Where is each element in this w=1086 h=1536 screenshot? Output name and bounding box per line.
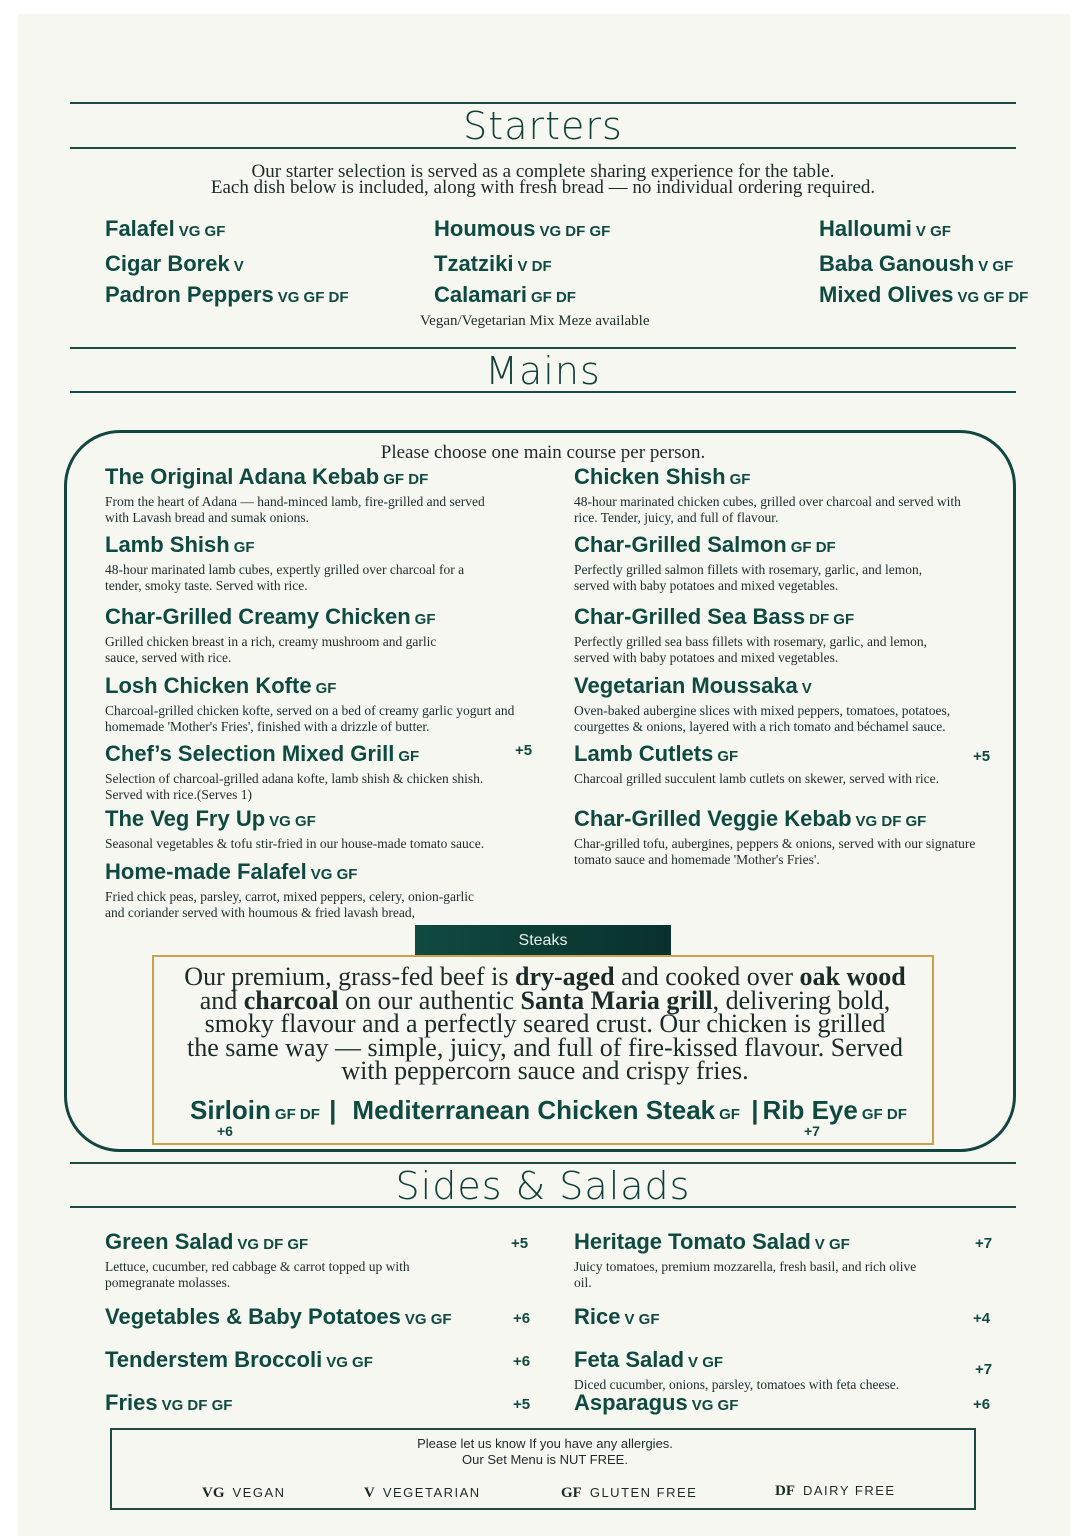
steaks-line: smoky flavour and a perfectly seared crust. Our chicken is grilled xyxy=(204,1009,886,1038)
dish-description: Char-grilled tofu, aubergines, peppers & onions, served with our signature tomato sauce and homemade 'Mother's Fries'. xyxy=(574,836,976,867)
dish-description: Seasonal vegetables & tofu stir-fried in our house-made tomato sauce. xyxy=(105,836,485,851)
meze-note: Vegan/Vegetarian Mix Meze available xyxy=(420,313,650,329)
dish-title xyxy=(105,860,545,887)
diet-tags: VG GF DF xyxy=(277,289,349,306)
main-dish xyxy=(574,605,1014,666)
dish-title xyxy=(574,1348,1014,1375)
dish-title xyxy=(574,533,1014,560)
price: +6 xyxy=(513,1353,531,1370)
side-dish xyxy=(105,1305,545,1332)
dish-name: Lamb Shish xyxy=(105,532,230,557)
side-dish xyxy=(574,1348,1014,1393)
dish-title xyxy=(574,674,1014,701)
dish-name: The Original Adana Kebab xyxy=(105,464,380,489)
diet-tags: GF xyxy=(315,680,337,697)
dish-title xyxy=(574,807,1014,834)
starters-intro xyxy=(0,161,1086,198)
diet-tags: GF DF xyxy=(530,289,576,306)
dish-description: Perfectly grilled sea bass fillets with rosemary, garlic, and lemon, served with baby potatoes and mixed vegetables. xyxy=(574,634,928,665)
diet-tags: GF xyxy=(717,748,739,765)
dish-title xyxy=(105,807,545,834)
divider xyxy=(70,147,1016,149)
dish-title xyxy=(574,1230,1014,1257)
dish-title xyxy=(574,465,1014,492)
main-dish xyxy=(105,742,545,803)
dish-name: Lamb Cutlets xyxy=(574,741,714,766)
dish-description: Diced cucumber, onions, parsley, tomatoes with feta cheese. xyxy=(574,1377,900,1392)
dish-description: Lettuce, cucumber, red cabbage & carrot topped up with pomegranate molasses. xyxy=(105,1259,410,1290)
diet-tags: VG DF GF xyxy=(539,223,611,240)
starter-item xyxy=(105,216,225,242)
side-dish xyxy=(574,1230,1014,1291)
diet-tags: V GF xyxy=(978,258,1014,275)
dish-name: Char-Grilled Veggie Kebab xyxy=(574,806,852,831)
diet-tags: V GF xyxy=(624,1311,660,1328)
starters-intro-line: Each dish below is included, along with fresh bread — no individual ordering required. xyxy=(210,177,876,198)
dish-title xyxy=(105,1305,545,1332)
dish-title xyxy=(105,742,545,769)
starter-name: Cigar Borek xyxy=(105,251,230,276)
steaks-line: the same way — simple, juicy, and full of fire-kissed flavour. Served xyxy=(186,1032,903,1062)
steaks-box xyxy=(152,955,934,1145)
dish-name: Fries xyxy=(105,1390,158,1415)
dish-description: Charcoal grilled succulent lamb cutlets on skewer, served with rice. xyxy=(574,771,939,786)
diet-label: GLUTEN FREE xyxy=(589,1485,698,1500)
text: on our authentic xyxy=(338,985,521,1015)
diet-key xyxy=(775,1483,896,1500)
dish-name: The Veg Fry Up xyxy=(105,806,266,831)
dish-name: Feta Salad xyxy=(574,1347,685,1372)
dish-title xyxy=(574,1391,1014,1418)
diet-tags: VG GF xyxy=(404,1311,452,1328)
dish-title xyxy=(105,1230,545,1257)
diet-tags: VG DF GF xyxy=(161,1397,233,1414)
starters-intro-line: Our starter selection is served as a complete sharing experience for the table. xyxy=(251,161,835,182)
dish-title xyxy=(574,1305,1014,1332)
sides-title: Sides & Salads xyxy=(395,1164,691,1208)
dish-name: Asparagus xyxy=(574,1390,688,1415)
dish-name: Char-Grilled Sea Bass xyxy=(574,604,806,629)
allergy-note xyxy=(112,1436,978,1468)
price: +5 xyxy=(515,742,533,759)
starter-item xyxy=(434,282,576,308)
diet-tags: VG GF xyxy=(269,813,316,830)
diet-tags: V GF xyxy=(814,1236,850,1253)
price: +7 xyxy=(804,1123,820,1139)
diet-key xyxy=(364,1485,481,1502)
starter-name: Padron Peppers xyxy=(105,282,274,307)
side-dish xyxy=(105,1391,545,1418)
main-dish xyxy=(574,807,1014,868)
text: and cooked over xyxy=(614,962,800,991)
dish-name: Rice xyxy=(574,1304,621,1329)
diet-label: VEGAN xyxy=(232,1485,286,1500)
dish-title xyxy=(105,465,545,492)
price: +5 xyxy=(973,748,991,765)
text: Our premium, grass-fed beef is xyxy=(184,962,515,991)
main-dish xyxy=(105,807,545,852)
emphasis: Santa Maria grill xyxy=(520,985,713,1015)
dish-name: Home-made Falafel xyxy=(105,859,307,884)
side-dish xyxy=(105,1348,545,1375)
diet-tags: V GF xyxy=(915,223,951,240)
text: and xyxy=(199,985,244,1015)
dish-name: Chicken Shish xyxy=(574,464,726,489)
dish-name: Heritage Tomato Salad xyxy=(574,1229,811,1254)
dish-title xyxy=(105,1391,545,1418)
diet-tags: V DF xyxy=(517,258,552,275)
diet-tags: GF xyxy=(398,748,420,765)
diet-key xyxy=(561,1485,697,1502)
mains-intro: Please choose one main course per person. xyxy=(380,442,706,463)
separator: | xyxy=(329,1095,337,1125)
price: +4 xyxy=(973,1310,991,1327)
main-dish xyxy=(574,465,1014,526)
diet-key xyxy=(202,1485,286,1502)
steaks-line: with peppercorn sauce and crispy fries. xyxy=(341,1056,749,1085)
side-dish xyxy=(574,1305,1014,1332)
dish-name: Green Salad xyxy=(105,1229,234,1254)
divider xyxy=(70,1206,1016,1208)
diet-tags: GF DF xyxy=(790,539,836,556)
starter-name: Halloumi xyxy=(819,216,912,241)
dish-description: From the heart of Adana — hand-minced lamb, fire-grilled and served with Lavash bread and sumak onions. xyxy=(105,494,485,525)
side-dish xyxy=(574,1391,1014,1418)
dish-name: Vegetarian Moussaka xyxy=(574,673,798,698)
text: , delivering bold, xyxy=(712,985,891,1015)
diet-tags: VG GF DF xyxy=(957,289,1029,306)
price: +7 xyxy=(975,1361,993,1378)
dish-name: Tenderstem Broccoli xyxy=(105,1347,323,1372)
dish-name: Char-Grilled Creamy Chicken xyxy=(105,604,411,629)
diet-label: VEGETARIAN xyxy=(382,1485,481,1500)
diet-tags: VG GF xyxy=(310,866,358,883)
diet-tags: GF xyxy=(233,539,255,556)
diet-tags: VG DF GF xyxy=(237,1236,309,1253)
diet-tags: VG DF GF xyxy=(855,813,927,830)
diet-tags: VG GF xyxy=(326,1354,373,1371)
starter-item xyxy=(434,251,552,277)
dish-title xyxy=(574,605,1014,632)
steak-name: Rib Eye xyxy=(762,1095,858,1125)
starter-item xyxy=(819,216,951,242)
dish-description: Selection of charcoal-grilled adana kofte, lamb shish & chicken shish. Served with rice.(Serves 1) xyxy=(105,771,484,802)
price: +5 xyxy=(513,1396,531,1413)
starter-name: Calamari xyxy=(434,282,527,307)
starter-name: Falafel xyxy=(105,216,175,241)
dish-description: Grilled chicken breast in a rich, creamy mushroom and garlic sauce, served with rice. xyxy=(105,634,437,665)
starter-item xyxy=(105,282,349,308)
main-dish xyxy=(105,533,545,594)
separator: | xyxy=(751,1095,759,1125)
price: +6 xyxy=(513,1310,531,1327)
diet-tags: GF xyxy=(719,1106,740,1123)
dish-title xyxy=(105,674,545,701)
starters-title: Starters xyxy=(463,104,623,148)
main-dish xyxy=(105,860,545,921)
diet-code: GF xyxy=(561,1485,582,1501)
dish-description: Charcoal-grilled chicken kofte, served on a bed of creamy garlic yogurt and homemade 'Mother's Fries', finished with a drizzle of butter. xyxy=(105,703,515,734)
dish-description: Oven-baked aubergine slices with mixed peppers, tomatoes, potatoes, courgettes & onions, layered with a rich tomato and béchamel sauce. xyxy=(574,703,951,734)
emphasis: dry-aged xyxy=(514,962,615,991)
starter-name: Tzatziki xyxy=(434,251,514,276)
allergy-line: Please let us know If you have any allergies. xyxy=(417,1436,673,1451)
main-dish xyxy=(574,674,1014,735)
diet-tags: VG GF xyxy=(178,223,226,240)
diet-tags: V xyxy=(233,258,244,275)
allergy-line: Our Set Menu is NUT FREE. xyxy=(462,1452,628,1467)
diet-tags: GF DF xyxy=(861,1106,907,1123)
starter-item xyxy=(819,282,1028,308)
main-dish xyxy=(105,674,545,735)
starter-name: Mixed Olives xyxy=(819,282,954,307)
steak-items xyxy=(190,1095,907,1126)
diet-tags: GF xyxy=(729,471,751,488)
diet-tags: GF DF xyxy=(274,1106,320,1123)
diet-label: DAIRY FREE xyxy=(803,1483,896,1498)
diet-tags: GF xyxy=(414,611,436,628)
diet-code: V xyxy=(364,1485,375,1501)
dish-description: 48-hour marinated chicken cubes, grilled over charcoal and served with rice. Tender, juicy, and full of flavour. xyxy=(574,494,961,525)
allergy-box xyxy=(110,1428,976,1510)
diet-tags: V GF xyxy=(688,1354,724,1371)
main-dish xyxy=(574,533,1014,594)
price: +6 xyxy=(217,1123,233,1139)
starter-item xyxy=(105,251,244,277)
dish-description: Fried chick peas, parsley, carrot, mixed peppers, celery, onion-garlic and coriander served with houmous & fried lavash bread, xyxy=(105,889,474,920)
diet-tags: V xyxy=(801,680,812,697)
dish-name: Char-Grilled Salmon xyxy=(574,532,787,557)
starter-item xyxy=(434,216,610,242)
dish-name: Vegetables & Baby Potatoes xyxy=(105,1304,401,1329)
dish-name: Chef’s Selection Mixed Grill xyxy=(105,741,395,766)
diet-tags: GF DF xyxy=(383,471,429,488)
diet-code: VG xyxy=(202,1485,225,1501)
diet-tags: VG GF xyxy=(691,1397,739,1414)
price: +7 xyxy=(975,1235,993,1252)
dish-title xyxy=(574,742,1014,769)
divider xyxy=(70,391,1016,393)
dish-title xyxy=(105,1348,545,1375)
price: +6 xyxy=(973,1396,991,1413)
steaks-label: Steaks xyxy=(415,925,671,955)
dish-title xyxy=(105,533,545,560)
mains-title: Mains xyxy=(485,349,601,393)
main-dish xyxy=(105,605,545,666)
steak-name: Mediterranean Chicken Steak xyxy=(352,1095,716,1125)
steak-name: Sirloin xyxy=(190,1095,271,1125)
diet-tags: DF GF xyxy=(809,611,855,628)
main-dish xyxy=(105,465,545,526)
diet-code: DF xyxy=(775,1483,795,1499)
main-dish xyxy=(574,742,1014,787)
emphasis: charcoal xyxy=(243,985,339,1015)
side-dish xyxy=(105,1230,545,1291)
price: +5 xyxy=(511,1235,529,1252)
dish-description: Perfectly grilled salmon fillets with rosemary, garlic, and lemon, served with baby potatoes and mixed vegetables. xyxy=(574,562,923,593)
dish-description: Juicy tomatoes, premium mozzarella, fresh basil, and rich olive oil. xyxy=(574,1259,917,1290)
steaks-description xyxy=(154,962,936,1085)
dish-description: 48-hour marinated lamb cubes, expertly grilled over charcoal for a tender, smoky taste. Served with rice. xyxy=(105,562,465,593)
emphasis: oak wood xyxy=(799,962,906,991)
starter-name: Houmous xyxy=(434,216,536,241)
dish-name: Losh Chicken Kofte xyxy=(105,673,312,698)
dish-title xyxy=(105,605,545,632)
starter-name: Baba Ganoush xyxy=(819,251,975,276)
starter-item xyxy=(819,251,1013,277)
